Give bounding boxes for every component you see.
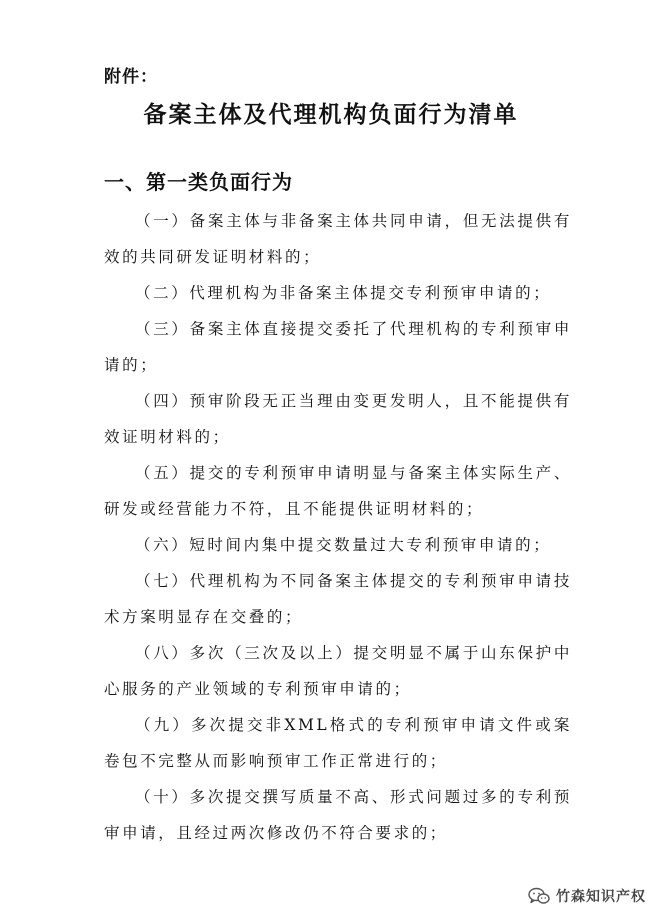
list-item: （十）多次提交撰写质量不高、形式问题过多的专利预审申请，且经过两次修改仍不符合要求的；: [104, 788, 572, 842]
item-list: [104, 203, 572, 851]
section-heading: 一、第一类负面行为: [104, 170, 293, 194]
watermark: [528, 886, 646, 906]
list-item: （六）短时间内集中提交数量过大专利预审申请的；: [135, 536, 552, 554]
document-title: 备案主体及代理机构负面行为清单: [143, 102, 519, 128]
list-item: （一）备案主体与非备案主体共同申请，但无法提供有效的共同研发证明材料的；: [104, 212, 572, 266]
list-item: （八）多次（三次及以上）提交明显不属于山东保护中心服务的产业领域的专利预审申请的；: [104, 644, 572, 698]
attachment-label: 附件：: [104, 67, 158, 87]
wechat-icon: [528, 887, 550, 905]
watermark-text: 竹森知识产权: [556, 889, 646, 905]
list-item: （三）备案主体直接提交委托了代理机构的专利预审申请的；: [104, 320, 572, 374]
list-item: （五）提交的专利预审申请明显与备案主体实际生产、研发或经营能力不符，且不能提供证明材料的；: [104, 464, 572, 518]
list-item: （九）多次提交非XML格式的专利预审申请文件或案卷包不完整从而影响预审工作正常进行的；: [104, 716, 572, 770]
list-item: （七）代理机构为不同备案主体提交的专利预审申请技术方案明显存在交叠的；: [104, 572, 572, 626]
list-item: （四）预审阶段无正当理由变更发明人，且不能提供有效证明材料的；: [104, 392, 572, 446]
list-item: （二）代理机构为非备案主体提交专利预审申请的；: [135, 284, 552, 302]
